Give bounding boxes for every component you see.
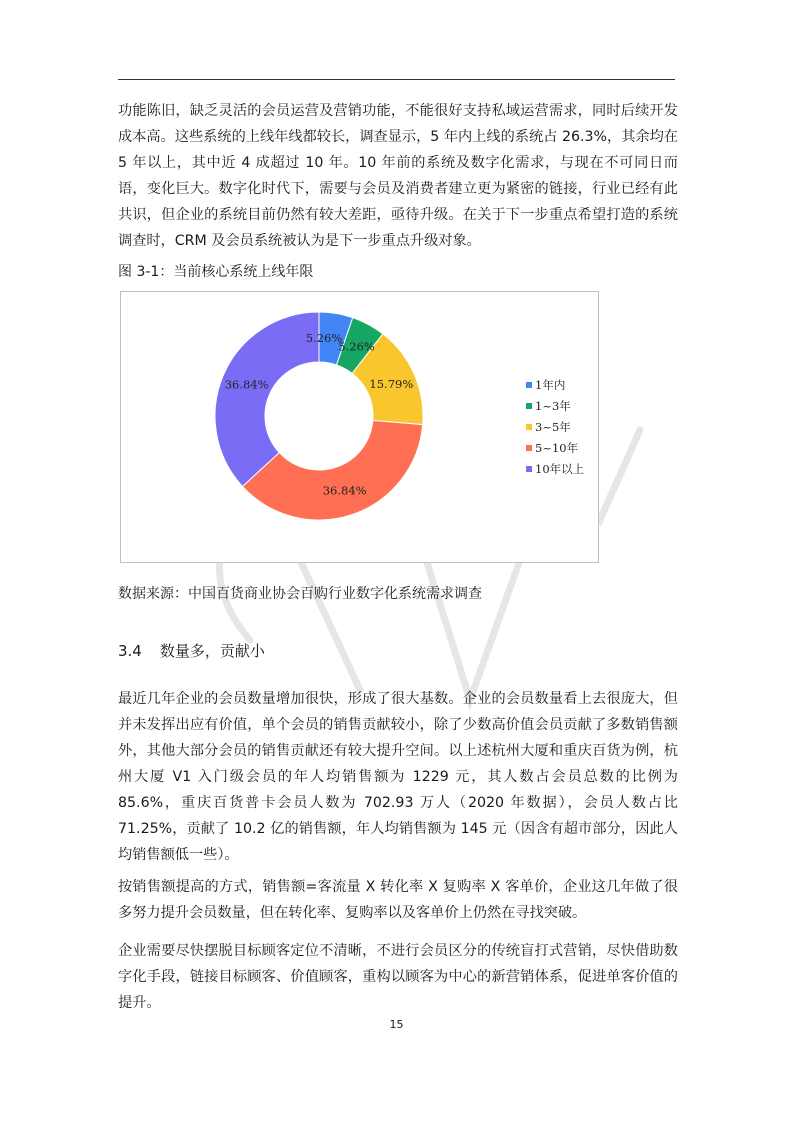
legend-label-2: 1~3年 (535, 399, 571, 413)
legend-swatch-5 (526, 466, 532, 472)
source-note: 数据来源：中国百货商业协会百购行业数字化系统需求调查 (118, 586, 482, 602)
section-number: 3.4 (118, 642, 142, 660)
legend-swatch-3 (526, 424, 532, 430)
section-title: 数量多，贡献小 (159, 642, 265, 660)
paragraph-2: 最近几年企业的会员数量增加很快，形成了很大基数。企业的会员数量看上去很庞大，但并未发挥出应有价值，单个会员的销售贡献较小，除了少数高价值会员贡献了多数销售额外，其他大部分会员的销售贡献还有较大提升空间。以上述杭州大厦和重庆百货为例，杭州大厦 V1 入门级会员的年人均销售额为 1229 元，其人数占会员总数的比例为 85.6%，重庆百货普卡会员人数为 702.93 万人（2020 年数据），会员人数占比 71.25%，贡献了 10.2 亿的销售额，年人均销售额为 145 元（因含有超市部分，因此人均销售额低一些）。 (118, 691, 678, 863)
legend-label-3: 3~5年 (535, 420, 571, 434)
slice-5 (215, 312, 319, 486)
page-number: 15 (389, 1018, 404, 1031)
legend-swatch-2 (526, 403, 532, 409)
slice-label-4: 36.84% (322, 483, 367, 498)
figure-caption: 图 3-1：当前核心系统上线年限 (118, 264, 314, 280)
legend-label-4: 5~10年 (535, 441, 579, 455)
header-rule (118, 79, 675, 80)
slice-label-3: 15.79% (369, 377, 414, 392)
legend-label-1: 1年内 (535, 378, 566, 392)
paragraph-1: 功能陈旧，缺乏灵活的会员运营及营销功能，不能很好支持私域运营需求，同时后续开发成本高。这些系统的上线年线都较长，调查显示，5 年内上线的系统占 26.3%，其余均在 5 年以上，其中近 4 成超过 10 年。10 年前的系统及数字化需求，与现在不可同日而语，变化巨大。数字化时代下，需要与会员及消费者建立更为紧密的链接，行业已经有此共识，但企业的系统目前仍然有较大差距，亟待升级。在关于下一步重点希望打造的系统调查时，CRM 及会员系统被认为是下一步重点升级对象。 (118, 103, 678, 249)
legend-swatch-1 (526, 382, 532, 388)
donut-chart-frame (120, 291, 599, 563)
legend-swatch-4 (526, 445, 532, 451)
paragraph-3: 按销售额提高的方式，销售额=客流量 X 转化率 X 复购率 X 客单价，企业这几年做了很多努力提升会员数量，但在转化率、复购率以及客单价上仍然在寻找突破。 (118, 879, 678, 921)
slice-label-2: 5.26% (338, 339, 375, 354)
slice-4 (242, 420, 422, 520)
donut-chart (121, 292, 598, 562)
section-heading (118, 641, 265, 661)
slice-label-5: 36.84% (224, 377, 269, 392)
legend-label-5: 10年以上 (535, 462, 585, 476)
slice-label-1: 5.26% (305, 331, 343, 346)
paragraph-4: 企业需要尽快摆脱目标顾客定位不清晰，不进行会员区分的传统盲打式营销，尽快借助数字化手段，链接目标顾客、价值顾客，重构以顾客为中心的新营销体系，促进单客价值的提升。 (118, 943, 678, 1011)
